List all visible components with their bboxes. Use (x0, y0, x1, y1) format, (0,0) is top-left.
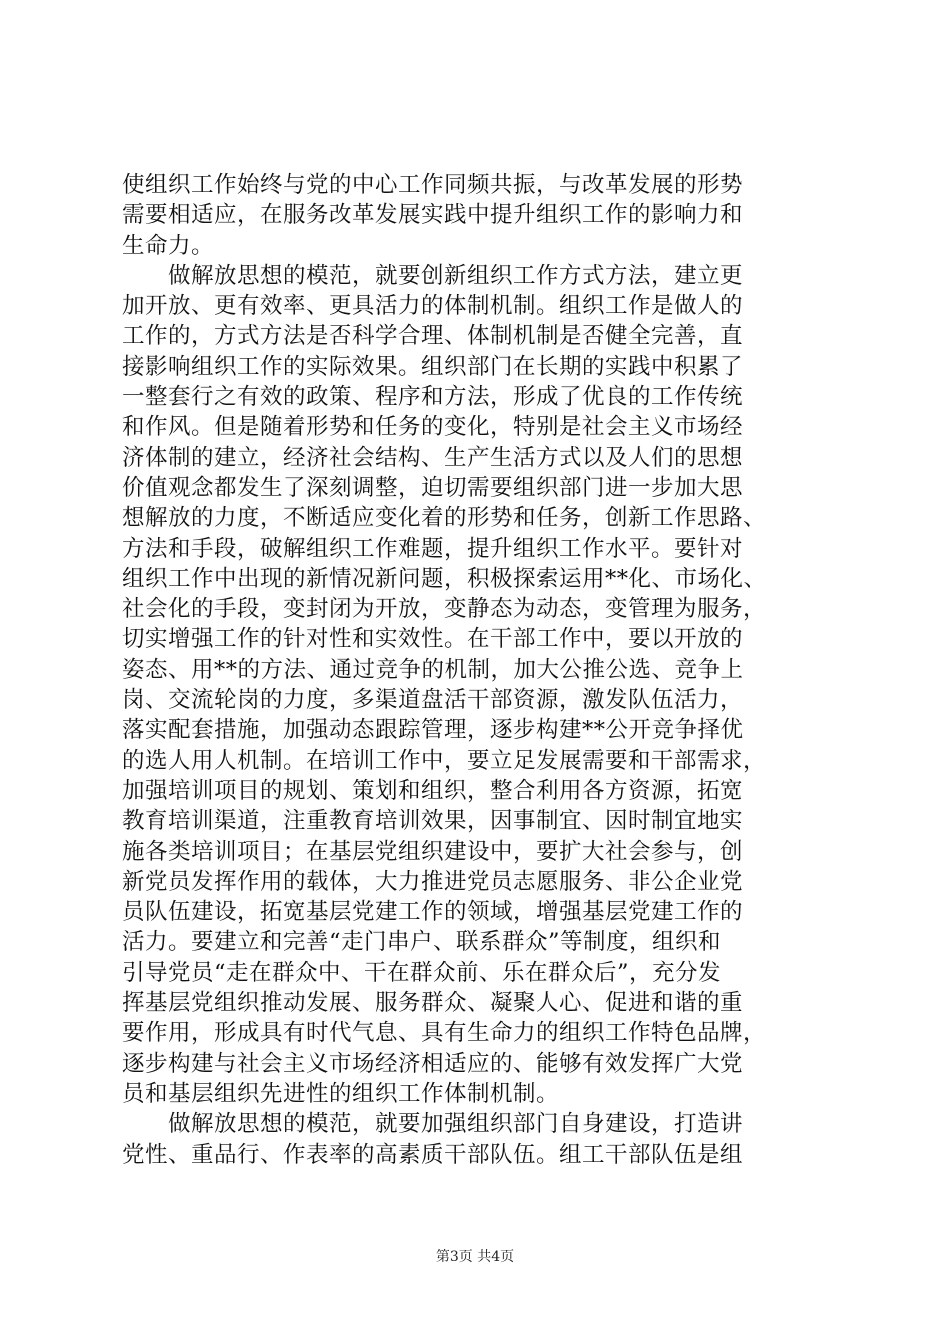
text-line: 生命力。 (122, 232, 215, 259)
page-footer: 第3页 共4页 (435, 1249, 515, 1265)
text-line: 岗、交流轮岗的力度，多渠道盘活干部资源，激发队伍活力， (122, 687, 744, 714)
text-line: 要作用，形成具有时代气息、具有生命力的组织工作特色品牌， (122, 1020, 767, 1047)
body-text (122, 170, 834, 1170)
text-line: 员队伍建设，拓宽基层党建工作的领域，增强基层党建工作的 (122, 899, 744, 926)
text-line: 落实配套措施，加强动态跟踪管理，逐步构建**公开竞争择优 (122, 717, 744, 744)
text-line: 切实增强工作的针对性和实效性。在干部工作中，要以开放的 (122, 626, 744, 653)
text-line: 新党员发挥作用的载体，大力推进党员志愿服务、非公企业党 (122, 868, 744, 895)
text-line: 一整套行之有效的政策、程序和方法，形成了优良的工作传统 (122, 384, 744, 411)
text-line: 的选人用人机制。在培训工作中，要立足发展需要和干部需求， (122, 747, 767, 774)
text-line: 使组织工作始终与党的中心工作同频共振，与改革发展的形势 (122, 172, 744, 198)
text-line: 施各类培训项目；在基层党组织建设中，要扩大社会参与，创 (122, 838, 744, 865)
text-line: 组织工作中出现的新情况新问题，积极探索运用**化、市场化、 (122, 565, 767, 592)
text-line: 逐步构建与社会主义市场经济相适应的、能够有效发挥广大党 (122, 1050, 744, 1077)
text-line: 姿态、用**的方法、通过竞争的机制，加大公推公选、竞争上 (122, 656, 744, 683)
text-line: 加开放、更有效率、更具活力的体制机制。组织工作是做人的 (122, 293, 744, 320)
text-line: 价值观念都发生了深刻调整，迫切需要组织部门进一步加大思 (122, 474, 744, 501)
text-line: 挥基层党组织推动发展、服务群众、凝聚人心、促进和谐的重 (122, 990, 744, 1017)
text-line: 员和基层组织先进性的组织工作体制机制。 (122, 1080, 560, 1107)
text-line: 想解放的力度，不断适应变化着的形势和任务，创新工作思路、 (122, 505, 767, 532)
text-line: 社会化的手段，变封闭为开放，变静态为动态，变管理为服务， (122, 596, 767, 623)
text-line: 引导党员“走在群众中、干在群众前、乐在群众后”，充分发 (122, 959, 722, 986)
text-line: 加强培训项目的规划、策划和组织，整合利用各方资源，拓宽 (122, 777, 744, 804)
text-line: 济体制的建立，经济社会结构、生产生活方式以及人们的思想 (122, 444, 744, 471)
text-line: 党性、重品行、作表率的高素质干部队伍。组工干部队伍是组 (122, 1141, 744, 1168)
text-line: 教育培训渠道，注重教育培训效果，因事制宜、因时制宜地实 (122, 808, 744, 835)
text-line: 接影响组织工作的实际效果。组织部门在长期的实践中积累了 (122, 353, 744, 380)
text-line: 做解放思想的模范，就要创新组织工作方式方法，建立更 (122, 262, 744, 289)
text-line: 和作风。但是随着形势和任务的变化，特别是社会主义市场经 (122, 414, 744, 441)
text-line: 工作的，方式方法是否科学合理、体制机制是否健全完善，直 (122, 323, 744, 350)
text-line: 活力。要建立和完善“走门串户、联系群众”等制度，组织和 (122, 929, 722, 956)
text-line: 做解放思想的模范，就要加强组织部门自身建设，打造讲 (122, 1111, 744, 1138)
text-line: 方法和手段，破解组织工作难题，提升组织工作水平。要针对 (122, 535, 744, 562)
text-line: 需要相适应，在服务改革发展实践中提升组织工作的影响力和 (122, 202, 744, 229)
